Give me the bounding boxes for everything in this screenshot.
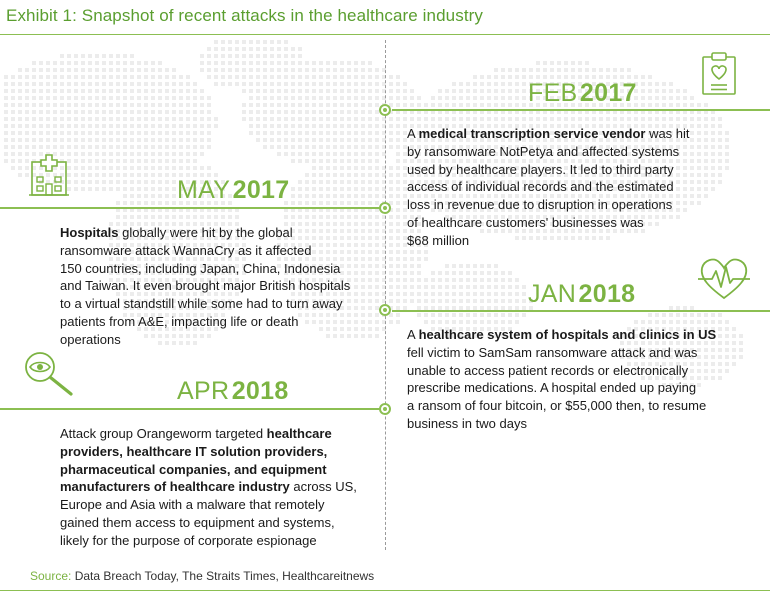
event-description-may-2017	[60, 224, 350, 349]
event-connector	[392, 109, 770, 111]
description-line	[60, 242, 350, 260]
heartbeat-icon	[697, 256, 751, 302]
text-run: A	[407, 327, 419, 342]
magnifier-eye-icon	[22, 349, 78, 397]
timeline-axis	[385, 40, 386, 550]
timeline-node	[379, 104, 391, 116]
event-date-apr-2018: APR 2018	[177, 377, 289, 405]
text-run: to a virtual standstill while some had to turn away	[60, 296, 343, 312]
event-date-may-2017: MAY 2017	[177, 176, 290, 204]
bold-text: medical transcription service vendor	[418, 126, 646, 141]
description-line	[407, 161, 690, 179]
text-run: of healthcare customers' businesses was	[407, 214, 644, 230]
top-rule	[0, 34, 770, 35]
text-run: 150 countries, including Japan, China, Indonesia	[60, 260, 341, 276]
bold-text: manufacturers of healthcare industry	[60, 479, 290, 495]
source-label: Source:	[30, 569, 72, 583]
text-run: a ransom of four bitcoin, or $55,000 then, to resume	[407, 398, 707, 414]
source-text: Data Breach Today, The Straits Times, Healthcareitnews	[71, 569, 375, 583]
description-line	[407, 232, 690, 250]
text-run: operations	[60, 331, 121, 347]
text-run: Europe and Asia with a malware that remotely	[60, 497, 325, 513]
text-run: loss in revenue due to disruption in operations	[407, 197, 673, 213]
description-line	[407, 125, 690, 143]
event-description-feb-2017	[407, 125, 690, 250]
timeline-node	[379, 202, 391, 214]
text-run: Attack group Orangeworm targeted	[60, 426, 267, 441]
clipboard-heart-icon	[697, 50, 741, 96]
description-line	[60, 277, 350, 295]
text-run: prescribe medications. A hospital ended up paying	[407, 380, 697, 396]
text-run: A	[407, 126, 419, 141]
bold-text: providers, healthcare IT solution providers,	[60, 443, 328, 459]
text-run: used by healthcare players. It led to third party	[407, 161, 674, 177]
text-run: access of individual records and the estimated	[407, 179, 674, 195]
bold-text: healthcare system of hospitals and clinics in US	[418, 327, 717, 342]
text-run: by ransomware NotPetya and affected systems	[407, 143, 680, 159]
text-run: patients from A&E, impacting life or death	[60, 313, 299, 329]
description-line	[60, 331, 350, 349]
description-line	[60, 425, 357, 443]
description-line	[60, 313, 350, 331]
description-line	[407, 196, 690, 214]
description-line	[407, 415, 716, 433]
description-line	[407, 362, 716, 380]
description-line	[60, 496, 357, 514]
description-line	[407, 397, 716, 415]
description-line	[60, 461, 357, 479]
description-line	[407, 143, 690, 161]
text-run: globally were hit by the global	[118, 225, 293, 240]
bottom-rule	[0, 590, 770, 591]
bold-text: healthcare	[266, 426, 332, 441]
event-connector	[392, 310, 770, 312]
exhibit-title: Exhibit 1: Snapshot of recent attacks in the healthcare industry	[6, 6, 484, 25]
description-line	[407, 326, 716, 344]
event-date-feb-2017: FEB 2017	[528, 79, 637, 107]
event-description-jan-2018	[407, 326, 716, 433]
text-run: across US,	[289, 479, 357, 495]
description-line	[407, 214, 690, 232]
source-note	[30, 569, 374, 583]
text-run: unable to access patient records or electronically	[407, 362, 689, 378]
text-run: and Taiwan. It even brought major British hospitals	[60, 278, 351, 294]
description-line	[60, 514, 357, 532]
description-line	[60, 260, 350, 278]
description-line	[407, 344, 716, 362]
event-connector	[0, 207, 380, 209]
description-line	[60, 532, 357, 550]
description-line	[407, 178, 690, 196]
description-line	[60, 478, 357, 496]
text-run: ransomware attack WannaCry as it affected	[60, 242, 312, 258]
text-run: was hit	[645, 126, 690, 141]
text-run: $68 million	[407, 232, 470, 248]
text-run: fell victim to SamSam ransomware attack and was	[407, 344, 698, 360]
description-line	[60, 224, 350, 242]
text-run: likely for the purpose of corporate espionage	[60, 532, 317, 548]
description-line	[60, 443, 357, 461]
description-line	[60, 295, 350, 313]
timeline-node	[379, 403, 391, 415]
bold-text: Hospitals	[60, 225, 119, 240]
timeline-node	[379, 304, 391, 316]
bold-text: pharmaceutical companies, and equipment	[60, 461, 327, 477]
event-description-apr-2018	[60, 425, 357, 550]
hospital-icon	[28, 152, 70, 198]
description-line	[407, 379, 716, 397]
event-connector	[0, 408, 380, 410]
event-date-jan-2018: JAN 2018	[528, 280, 636, 308]
text-run: gained them access to equipment and systems,	[60, 514, 335, 530]
text-run: business in two days	[407, 415, 527, 431]
